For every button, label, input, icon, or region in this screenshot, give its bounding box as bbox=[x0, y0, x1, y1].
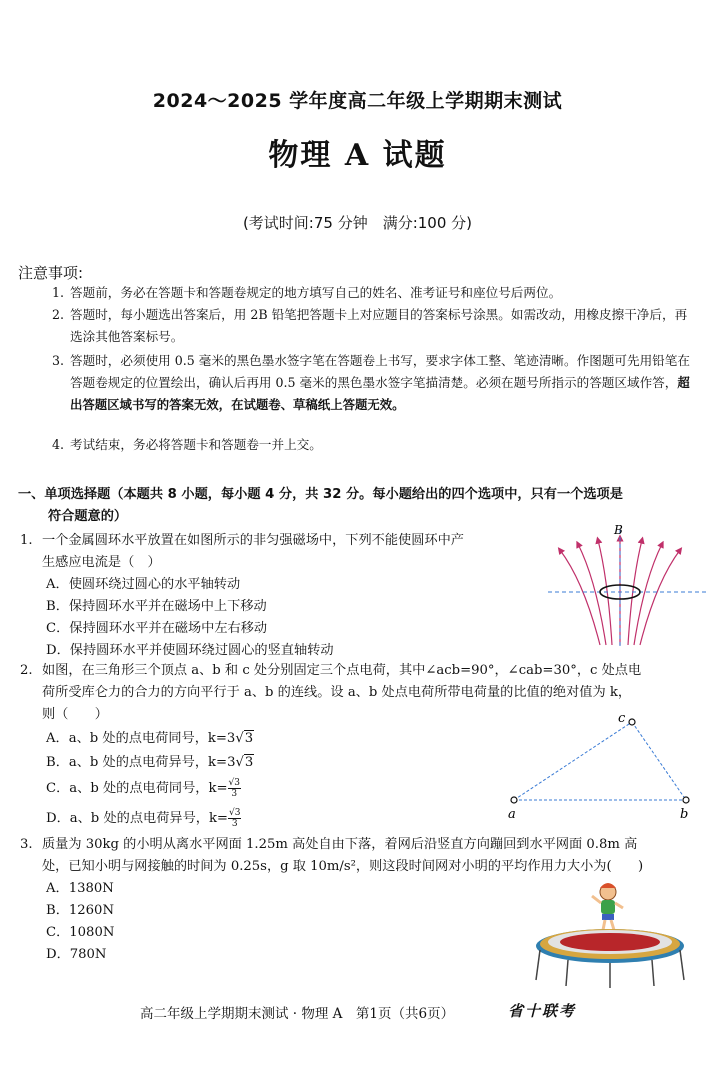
question-3-stem: 3. 质量为 30kg 的小明从离水平网面 1.25m 高处自由下落，着网后沿竖直方向蹦回到水平网面 0.8m 高 处，已知小明与网接触的时间为 0.25s，g 取 10m/s²，则这段时间网对小明的平均作用力大小为( ) bbox=[20, 837, 644, 874]
page-footer: 高二年级上学期期末测试 · 物理 A 第1页（共6页） bbox=[140, 1006, 455, 1022]
notice-item-2: 2. 答题时，每小题选出答案后，用 2B 铅笔把答题卡上对应题目的答案标号涂黑。如需改动，用橡皮擦干净后，再选涂其他答案标号。 bbox=[52, 307, 688, 344]
question-3-option-c[interactable]: C．1080N bbox=[46, 925, 115, 940]
question-2-option-c[interactable]: C．a、b 处的点电荷同号，k= $\frac{√3}{3}$ bbox=[46, 778, 240, 799]
notice-item-3: 3. 答题时，必须使用 0.5 毫米的黑色墨水签字笔在答题卷上书写，要求字体工整、笔迹清晰。作图题可先用铅笔在答题卷规定的位置绘出，确认后再用 0.5 毫米的黑色墨水签字笔描清楚。必须在题号所指示的答题区域作答，超出答题区域书写的答案无效，在试题卷、草稿纸上答题无效。 bbox=[52, 353, 690, 412]
label-a: a bbox=[508, 807, 516, 822]
subject-title: 物理 A 试题 bbox=[268, 138, 447, 173]
section-heading: 一、单项选择题（本题共 8 小题，每小题 4 分，共 32 分。每小题给出的四个选项中，只有一个选项是 符合题意的） bbox=[18, 487, 623, 524]
notice-item-4: 4. 考试结束，务必将答题卡和答题卷一并上交。 bbox=[52, 437, 322, 452]
question-1-option-d[interactable]: D．保持圆环水平并使圆环绕过圆心的竖直轴转动 bbox=[46, 643, 334, 658]
magnetic-field-figure bbox=[548, 520, 708, 650]
question-2-option-a[interactable]: A．a、b 处的点电荷同号，k=3√3 bbox=[46, 731, 254, 746]
label-c: c bbox=[618, 711, 626, 726]
field-label-b: B bbox=[614, 523, 623, 537]
charge-a bbox=[511, 797, 517, 803]
footer-brand: 省十联考 bbox=[508, 1002, 577, 1020]
question-1-option-b[interactable]: B．保持圆环水平并在磁场中上下移动 bbox=[46, 599, 267, 614]
question-2-stem: 2. 如图，在三角形三个顶点 a、b 和 c 处分别固定三个点电荷，其中∠acb=90°，∠cab=30°，c 处点电 荷所受库仑力的合力的方向平行于 a、b 的连线。设 a、b 处点电荷所带电荷量的比值的绝对值为 k， 则（ ） bbox=[20, 663, 642, 722]
question-2-option-b[interactable]: B．a、b 处的点电荷异号，k=3√3 bbox=[46, 755, 254, 770]
exam-title: 2024～2025 学年度高二年级上学期期末测试 bbox=[152, 90, 563, 112]
label-b: b bbox=[680, 807, 689, 822]
question-2-option-d[interactable]: D．a、b 处的点电荷异号，k= $\frac{√3}{3}$ bbox=[46, 808, 241, 829]
exam-time-info: (考试时间:75 分钟 满分:100 分) bbox=[242, 214, 473, 232]
charge-c bbox=[629, 719, 635, 725]
trampoline bbox=[536, 929, 684, 988]
question-1-option-a[interactable]: A．使圆环绕过圆心的水平轴转动 bbox=[46, 577, 241, 592]
question-3-option-a[interactable]: A．1380N bbox=[46, 881, 114, 896]
charge-b bbox=[683, 797, 689, 803]
boy-illustration bbox=[592, 883, 623, 930]
notice-heading: 注意事项: bbox=[18, 264, 84, 282]
question-3-option-b[interactable]: B．1260N bbox=[46, 903, 114, 918]
question-3-option-d[interactable]: D．780N bbox=[46, 947, 107, 962]
question-1-option-c[interactable]: C．保持圆环水平并在磁场中左右移动 bbox=[46, 621, 268, 636]
notice-bold-warning: 超出答题区域书写的答案无效，在试题卷、草稿纸上答题无效。 bbox=[70, 375, 690, 412]
notice-item-1: 1. 答题前，务必在答题卡和答题卷规定的地方填写自己的姓名、准考证号和座位号后两位。 bbox=[52, 285, 562, 300]
question-1-stem: 1. 一个金属圆环水平放置在如图所示的非匀强磁场中，下列不能使圆环中产 生感应电流是（ ） bbox=[20, 533, 464, 570]
triangle-charge-figure bbox=[500, 708, 705, 823]
trampoline-figure bbox=[528, 880, 696, 990]
